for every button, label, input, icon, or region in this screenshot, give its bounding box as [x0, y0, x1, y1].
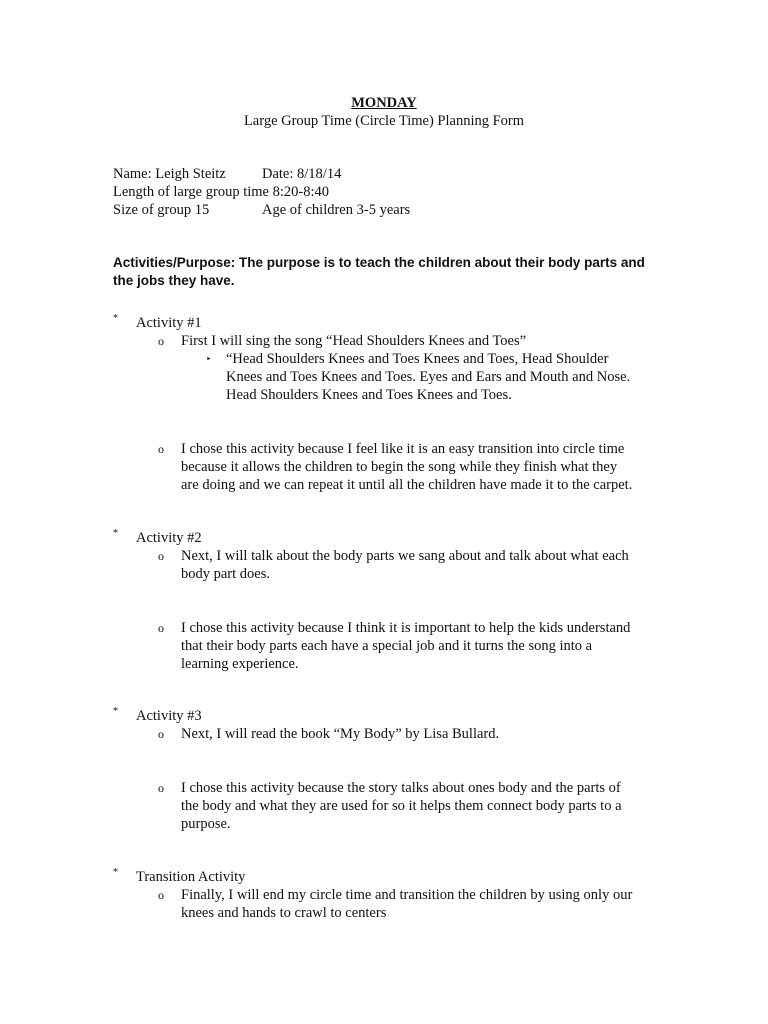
circle-bullet-icon: o — [158, 442, 164, 456]
circle-bullet-icon: o — [158, 727, 164, 741]
circle-bullet-icon: o — [158, 621, 164, 635]
purpose-line-2: the jobs they have. — [113, 273, 235, 288]
activity-3-reason-line: the body and what they are used for so it helps them connect body parts to a — [181, 798, 622, 814]
activity-2-reason-line: that their body parts each have a special job and it turns the song into a — [181, 638, 593, 654]
activity-2-reason-line: learning experience. — [181, 656, 299, 672]
song-lyrics-line: Head Shoulders Knees and Toes Knees and Toes. — [226, 387, 512, 403]
circle-bullet-icon: o — [158, 781, 164, 795]
song-lyrics-line: Knees and Toes Knees and Toes. Eyes and Ears and Mouth and Nose. — [226, 369, 631, 385]
activity-2-label: Activity #2 — [136, 530, 202, 546]
activity-3-label: Activity #3 — [136, 708, 202, 724]
transition-activity-label: Transition Activity — [136, 869, 246, 885]
name-field: Name: Leigh Steitz — [113, 166, 226, 182]
purpose-line-1: Activities/Purpose: The purpose is to teach the children about their body parts and — [113, 255, 645, 270]
activity-3-reason-line: purpose. — [181, 816, 231, 832]
circle-bullet-icon: o — [158, 334, 164, 348]
star-bullet-icon: * — [113, 313, 118, 324]
page-title: MONDAY — [351, 95, 417, 111]
form-subtitle: Large Group Time (Circle Time) Planning Form — [243, 113, 525, 129]
circle-bullet-icon: o — [158, 549, 164, 563]
activity-3-step: Next, I will read the book “My Body” by Lisa Bullard. — [181, 726, 500, 742]
star-bullet-icon: * — [113, 867, 118, 878]
arrow-bullet-icon: ‣ — [206, 354, 212, 364]
children-age: Age of children 3-5 years — [262, 202, 411, 218]
activity-2-step-line: body part does. — [181, 566, 270, 582]
transition-step-line: Finally, I will end my circle time and transition the children by using only our — [181, 887, 633, 903]
star-bullet-icon: * — [113, 706, 118, 717]
star-bullet-icon: * — [113, 528, 118, 539]
activity-1-reason-line: are doing and we can repeat it until all the children have made it to the carpet. — [181, 477, 633, 493]
circle-bullet-icon: o — [158, 888, 164, 902]
date-field: Date: 8/18/14 — [262, 166, 342, 182]
activity-2-reason-line: I chose this activity because I think it is important to help the kids understand — [181, 620, 631, 636]
activity-1-reason-line: I chose this activity because I feel like it is an easy transition into circle time — [181, 441, 625, 457]
activity-1-reason-line: because it allows the children to begin the song while they finish what they — [181, 459, 618, 475]
song-lyrics-line: “Head Shoulders Knees and Toes Knees and Toes, Head Shoulder — [226, 351, 609, 367]
activity-3-reason-line: I chose this activity because the story talks about ones body and the parts of — [181, 780, 621, 796]
activity-1-label: Activity #1 — [136, 315, 202, 331]
activity-1-step: First I will sing the song “Head Shoulders Knees and Toes” — [181, 333, 527, 349]
transition-step-line: knees and hands to crawl to centers — [181, 905, 387, 921]
group-time-length: Length of large group time 8:20-8:40 — [113, 184, 329, 200]
group-size: Size of group 15 — [113, 202, 210, 218]
activity-2-step-line: Next, I will talk about the body parts we sang about and talk about what each — [181, 548, 629, 564]
